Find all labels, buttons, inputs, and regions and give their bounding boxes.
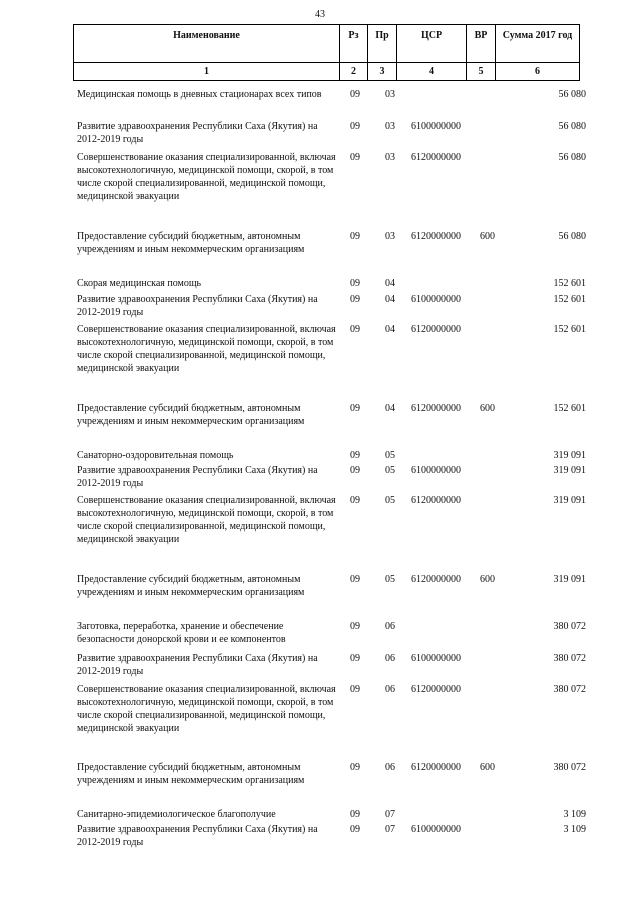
row-sum: 380 072 [553, 653, 586, 664]
row-csr: 6100000000 [411, 294, 461, 305]
row-name: Совершенствование оказания специализированной, включая высокотехнологичную, медицинской помощи, скорой, в том числе скорой специализированной, медицинской помощи, медицинской эвакуации [77, 684, 336, 734]
row-pr: 06 [385, 684, 395, 695]
row-pr: 03 [385, 152, 395, 163]
row-name: Совершенствование оказания специализированной, включая высокотехнологичную, медицинской помощи, скорой, в том числе скорой специализированной, медицинской помощи, медицинской эвакуации [77, 324, 336, 374]
row-pr: 04 [385, 324, 395, 335]
row-rz: 09 [350, 809, 360, 820]
row-csr: 6120000000 [411, 762, 461, 773]
row-sum: 380 072 [553, 762, 586, 773]
row-sum: 3 109 [563, 809, 586, 820]
row-pr: 04 [385, 403, 395, 414]
row-name: Развитие здравоохранения Республики Саха (Якутия) на 2012-2019 годы [77, 824, 318, 848]
row-sum: 152 601 [553, 294, 586, 305]
row-pr: 03 [385, 121, 395, 132]
row-sum: 319 091 [553, 465, 586, 476]
header-number-5: 5 [467, 63, 496, 81]
header-number-1: 1 [74, 63, 340, 81]
row-csr: 6100000000 [411, 121, 461, 132]
row-csr: 6120000000 [411, 403, 461, 414]
row-rz: 09 [350, 324, 360, 335]
header-number-3: 3 [368, 63, 397, 81]
row-pr: 03 [385, 231, 395, 242]
row-name: Медицинская помощь в дневных стационарах всех типов [77, 89, 322, 100]
header-rz: Рз [340, 25, 368, 63]
row-pr: 04 [385, 278, 395, 289]
header-vr: ВР [467, 25, 496, 63]
row-rz: 09 [350, 653, 360, 664]
header-pr: Пр [368, 25, 397, 63]
row-rz: 09 [350, 294, 360, 305]
row-sum: 3 109 [563, 824, 586, 835]
row-pr: 05 [385, 495, 395, 506]
row-pr: 05 [385, 574, 395, 585]
row-rz: 09 [350, 465, 360, 476]
row-csr: 6120000000 [411, 574, 461, 585]
row-name: Предоставление субсидий бюджетным, автономным учреждениям и иным некоммерческим организациям [77, 762, 305, 786]
row-pr: 07 [385, 809, 395, 820]
header-csr: ЦСР [397, 25, 467, 63]
row-sum: 380 072 [553, 621, 586, 632]
row-rz: 09 [350, 495, 360, 506]
row-rz: 09 [350, 231, 360, 242]
row-rz: 09 [350, 152, 360, 163]
row-sum: 152 601 [553, 403, 586, 414]
row-csr: 6120000000 [411, 324, 461, 335]
row-rz: 09 [350, 824, 360, 835]
row-pr: 03 [385, 89, 395, 100]
row-name: Заготовка, переработка, хранение и обеспечение безопасности донорской крови и ее компонентов [77, 621, 286, 645]
row-sum: 152 601 [553, 324, 586, 335]
row-csr: 6100000000 [411, 465, 461, 476]
row-sum: 380 072 [553, 684, 586, 695]
row-rz: 09 [350, 574, 360, 585]
row-pr: 06 [385, 621, 395, 632]
row-csr: 6100000000 [411, 653, 461, 664]
row-pr: 06 [385, 762, 395, 773]
row-name: Развитие здравоохранения Республики Саха (Якутия) на 2012-2019 годы [77, 121, 318, 145]
row-name: Скорая медицинская помощь [77, 278, 202, 289]
row-sum: 56 080 [558, 152, 586, 163]
header-sum: Сумма 2017 год [496, 25, 580, 63]
row-vr: 600 [480, 403, 495, 414]
row-rz: 09 [350, 621, 360, 632]
row-rz: 09 [350, 762, 360, 773]
row-csr: 6120000000 [411, 684, 461, 695]
row-pr: 04 [385, 294, 395, 305]
row-rz: 09 [350, 684, 360, 695]
row-sum: 319 091 [553, 450, 586, 461]
row-vr: 600 [480, 231, 495, 242]
row-name: Предоставление субсидий бюджетным, автономным учреждениям и иным некоммерческим организациям [77, 574, 305, 598]
row-vr: 600 [480, 762, 495, 773]
row-sum: 319 091 [553, 574, 586, 585]
row-sum: 152 601 [553, 278, 586, 289]
header-number-6: 6 [496, 63, 580, 81]
row-csr: 6120000000 [411, 152, 461, 163]
row-pr: 05 [385, 450, 395, 461]
row-name: Развитие здравоохранения Республики Саха (Якутия) на 2012-2019 годы [77, 653, 318, 677]
row-sum: 56 080 [558, 89, 586, 100]
row-rz: 09 [350, 89, 360, 100]
row-vr: 600 [480, 574, 495, 585]
row-name: Предоставление субсидий бюджетным, автономным учреждениям и иным некоммерческим организациям [77, 403, 305, 427]
row-sum: 56 080 [558, 231, 586, 242]
row-rz: 09 [350, 278, 360, 289]
row-name: Развитие здравоохранения Республики Саха (Якутия) на 2012-2019 годы [77, 294, 318, 318]
row-name: Санаторно-оздоровительная помощь [77, 450, 234, 461]
page-number: 43 [315, 9, 325, 20]
row-pr: 07 [385, 824, 395, 835]
row-name: Развитие здравоохранения Республики Саха (Якутия) на 2012-2019 годы [77, 465, 318, 489]
header-number-4: 4 [397, 63, 467, 81]
row-rz: 09 [350, 121, 360, 132]
row-sum: 56 080 [558, 121, 586, 132]
row-csr: 6100000000 [411, 824, 461, 835]
row-pr: 06 [385, 653, 395, 664]
row-name: Предоставление субсидий бюджетным, автономным учреждениям и иным некоммерческим организациям [77, 231, 305, 255]
row-name: Санитарно-эпидемиологическое благополучие [77, 809, 276, 820]
header-number-2: 2 [340, 63, 368, 81]
row-name: Совершенствование оказания специализированной, включая высокотехнологичную, медицинской помощи, скорой, в том числе скорой специализированной, медицинской помощи, медицинской эвакуации [77, 495, 336, 545]
row-csr: 6120000000 [411, 495, 461, 506]
row-sum: 319 091 [553, 495, 586, 506]
row-pr: 05 [385, 465, 395, 476]
row-csr: 6120000000 [411, 231, 461, 242]
row-rz: 09 [350, 403, 360, 414]
header-name: Наименование [74, 25, 340, 63]
row-name: Совершенствование оказания специализированной, включая высокотехнологичную, медицинской помощи, скорой, в том числе скорой специализированной, медицинской помощи, медицинской эвакуации [77, 152, 336, 202]
row-rz: 09 [350, 450, 360, 461]
